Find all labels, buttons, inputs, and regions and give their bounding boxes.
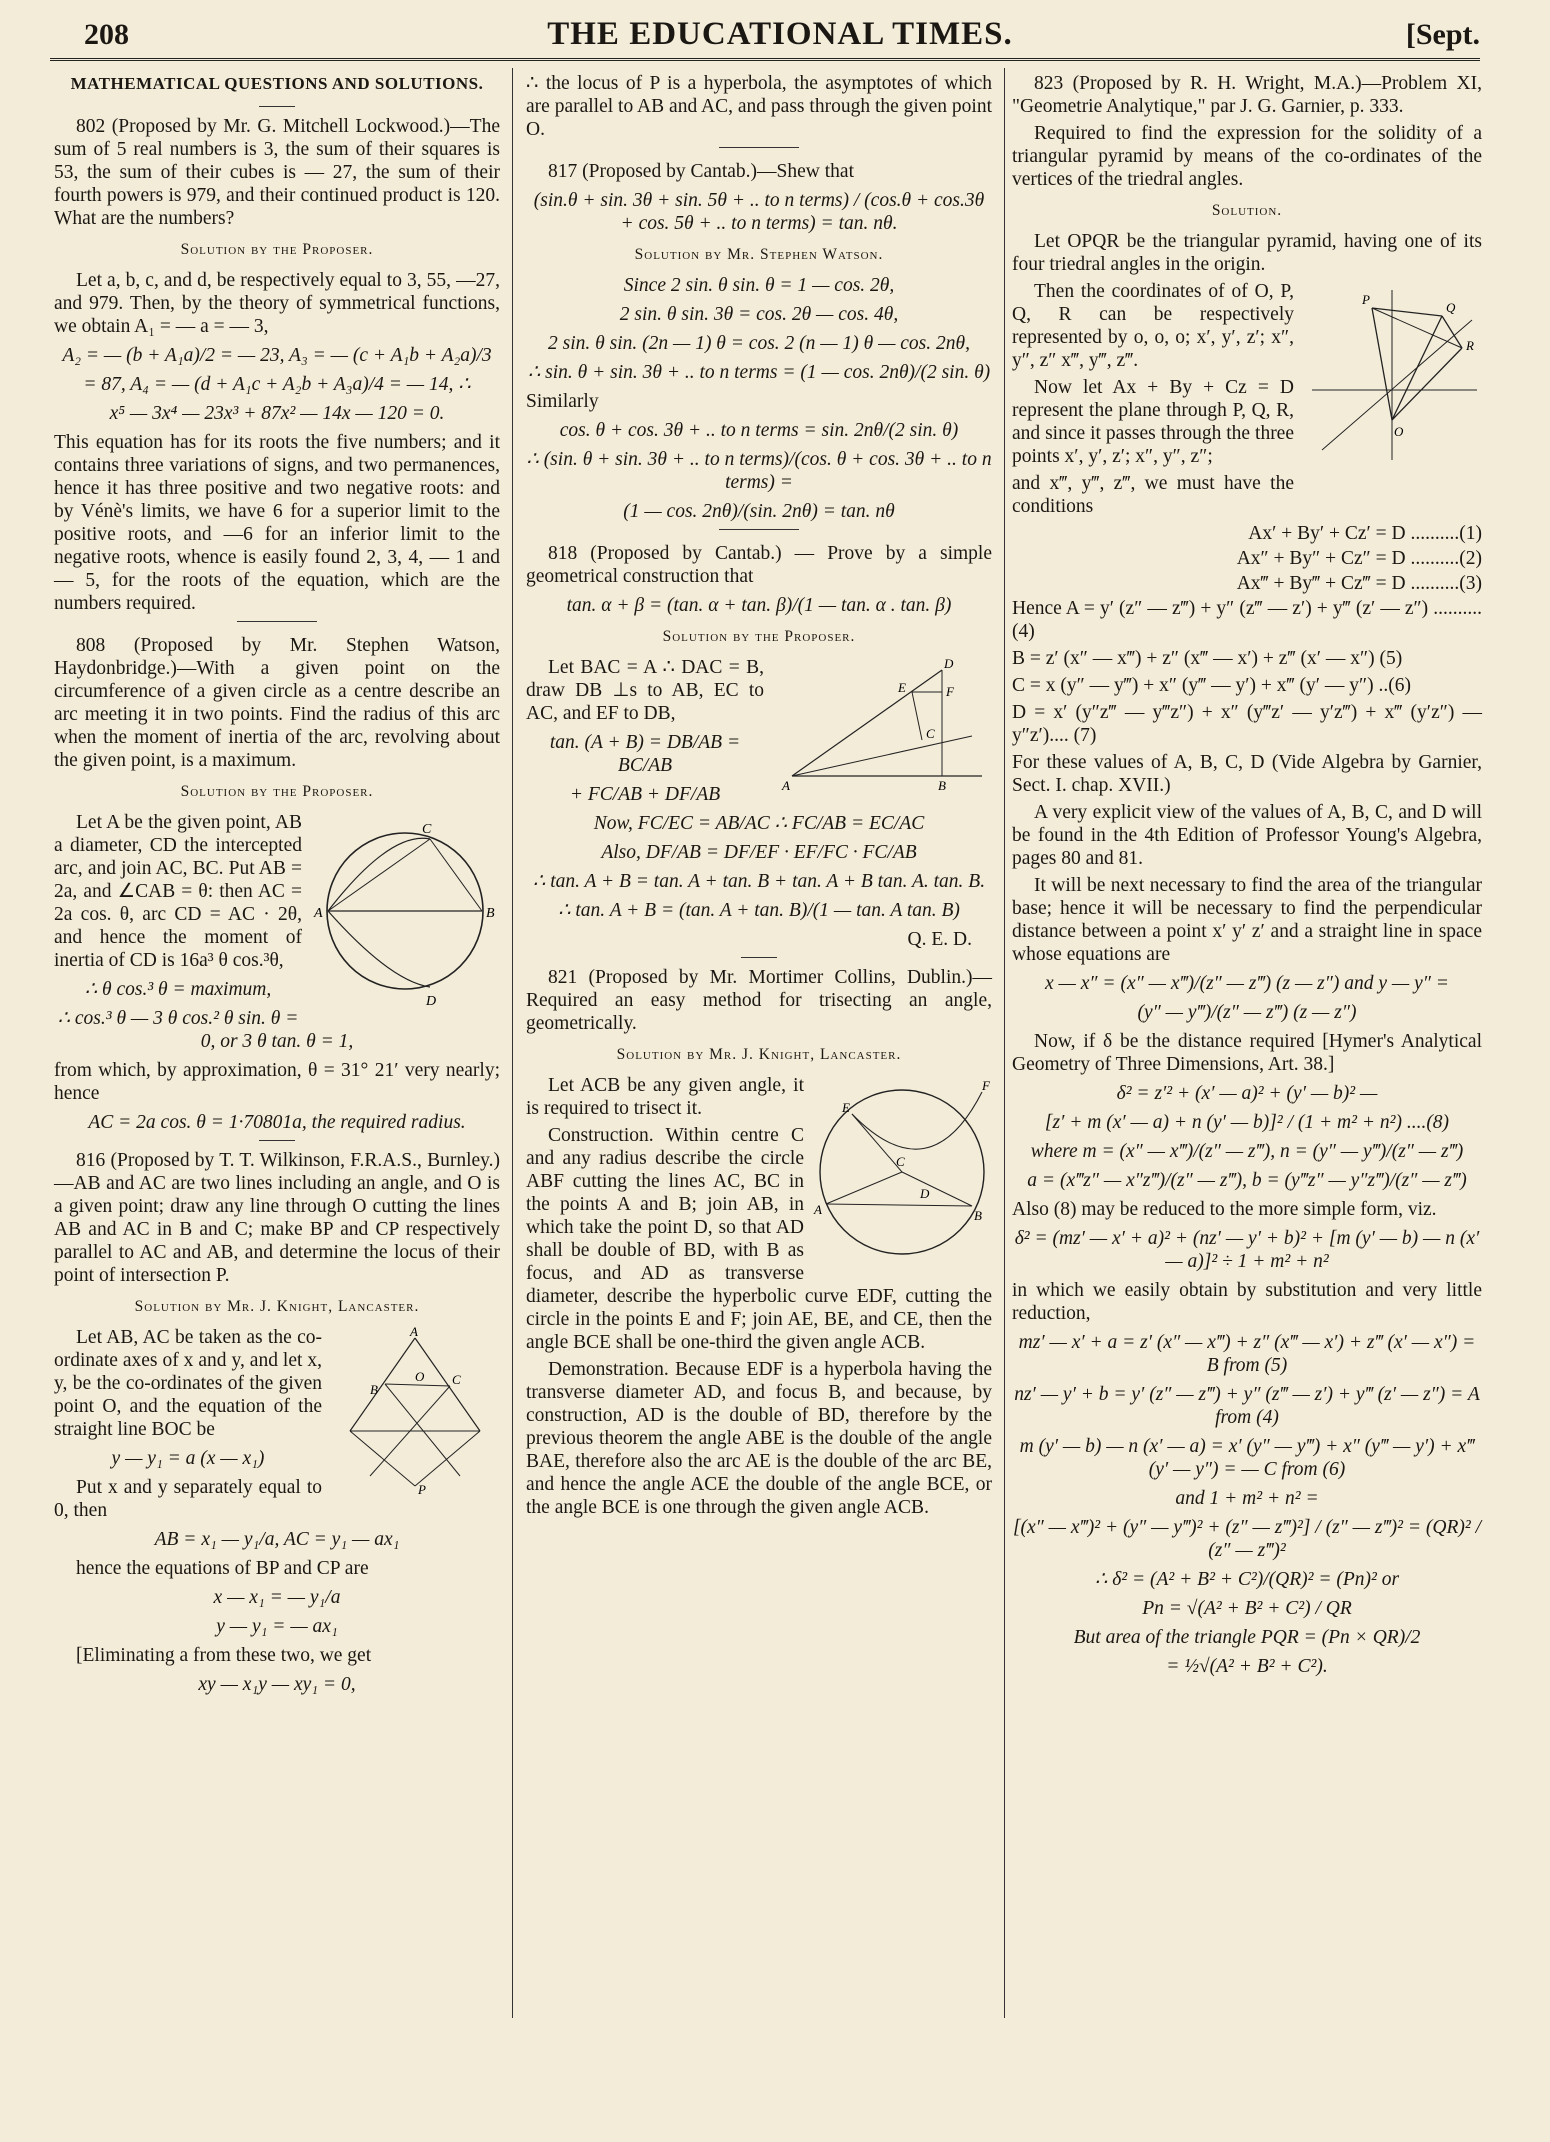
trisection-figure — [812, 1074, 992, 1264]
equation: AB = x₁ — y₁/a, AC = y₁ — ax₁ — [154, 1529, 400, 1550]
question-808: 808 (Proposed by Mr. Stephen Watson, Haydonbridge.)—With a given point on the circumference of a given circle as a centre describe an arc meeting it in two points. Find the radius of this arc when the moment of inertia of the arc, revolving about the given point, is a maximum. — [54, 635, 500, 771]
equation: δ² = z′² + (x′ — a)² + (y′ — b)² — — [1116, 1083, 1378, 1104]
equation: 2 sin. θ sin. 3θ = cos. 2θ — cos. 4θ, — [619, 304, 899, 325]
figure-label: B — [370, 1382, 378, 1397]
qed: Q. E. D. — [907, 929, 972, 950]
equation: 2 sin. θ sin. (2n — 1) θ = cos. 2 (n — 1) θ — cos. 2nθ, — [548, 333, 970, 354]
paragraph: Let ACB be any given angle, it is required to trisect it. — [526, 1075, 804, 1119]
figure-label: B — [974, 1208, 982, 1223]
figure-label: O — [1394, 424, 1404, 439]
equation: and 1 + m² + n² = — [1175, 1488, 1319, 1509]
paragraph: This equation has for its roots the five numbers; and it contains three variations of signs, and two permanences, hence it has three positive and two negative roots: and by Vénè's limits, we have 6 for a superior limit to the positive roots, and —6 for an inferior limit to the negative roots, whence is easily found 2, 3, 4, — 1 and — 5, for the roots of the equation, which are the numbers required. — [54, 432, 500, 614]
figure-label: C — [452, 1372, 461, 1387]
question-817: 817 (Proposed by Cantab.)—Shew that — [548, 161, 855, 182]
paragraph: Construction. Within centre C and any radius describe the circle ABF cutting the lines AC, BC in the points A and B; join AB, in which take the point D, so that AD shall be double of BD, with B as focus, and AD as transverse diameter, describe the hyperbolic curve EDF, cutting the circle in the points E and F; join AE, BE, and CE, then the angle BCE shall be one-third the given angle ACB. — [526, 1125, 992, 1353]
solution-heading: Solution by the Proposer. — [662, 628, 856, 645]
column-divider-1 — [512, 68, 513, 2018]
equation: tan. (A + B) = DB/AB = BC/AB — [549, 732, 741, 776]
equation: Ax‴ + By‴ + Cz‴ = D ..........(3) — [1236, 573, 1482, 594]
figure-label: A — [782, 778, 790, 793]
equation: nz′ — y′ + b = y′ (z″ — z‴) + y″ (z‴ — z′) + y‴ (z′ — z″) = A from (4) — [1014, 1384, 1480, 1428]
equation: AC = 2a cos. θ = 1·70801a, the required radius. — [88, 1112, 466, 1133]
question-821: 821 (Proposed by Mr. Mortimer Collins, Dublin.)—Required an easy method for trisecting an angle, geometrically. — [526, 967, 992, 1034]
column-2 — [526, 72, 992, 1523]
paragraph: Now let Ax + By + Cz = D represent the plane through P, Q, R, and since it passes through the three points x′, y′, z′; x″, y″, z″; — [1012, 377, 1294, 467]
divider — [741, 957, 777, 958]
equation: Ax′ + By′ + Cz′ = D ..........(1) — [1248, 523, 1482, 544]
figure-label: O — [415, 1369, 425, 1384]
figure-label: E — [842, 1100, 850, 1115]
equation: x — x₁ = — y₁/a — [213, 1587, 341, 1608]
figure-label: Q — [1446, 300, 1456, 315]
equation: m (y′ — b) — n (x′ — a) = x′ (y″ — y‴) + x″ (y‴ — y′) + x‴ (y′ — y″) = — C from (6) — [1019, 1436, 1475, 1480]
section-title: MATHEMATICAL QUESTIONS AND SOLUTIONS. — [70, 74, 484, 93]
divider — [237, 621, 317, 622]
paragraph: Required to find the expression for the solidity of a triangular pyramid by means of the co-ordinates of the vertices of the triedral angles. — [1012, 123, 1482, 190]
paragraph: hence the equations of BP and CP are — [76, 1558, 369, 1579]
equation: [(x″ — x‴)² + (y″ — y‴)² + (z″ — z‴)²] / (z″ — z‴)² = (QR)² / (z″ — z‴)² — [1012, 1517, 1482, 1561]
paragraph: Let BAC = A ∴ DAC = B, draw DB ⊥s to AB, EC to AC, and EF to DB, — [526, 657, 764, 724]
equation: mz′ — x′ + a = z′ (x″ — x‴) + z″ (x‴ — x′) + z‴ (x′ — x″) = B from (5) — [1018, 1332, 1476, 1376]
figure-label: A — [314, 906, 323, 921]
question-818: 818 (Proposed by Cantab.) — Prove by a simple geometrical construction that — [526, 543, 992, 587]
figure-label: B — [938, 778, 946, 793]
page-number: 208 — [84, 18, 129, 51]
paragraph: Let A be the given point, AB a diameter, CD the intercepted arc, and join AC, BC. Put AB = 2a, and ∠CAB = θ: then AC = 2a cos. θ, arc CD = AC · 2θ, and hence the moment of inertia of CD is 16a³ θ cos.³θ, — [54, 812, 302, 971]
equation: y — y₁ = a (x — x₁) — [111, 1448, 265, 1469]
equation: a = (x‴z″ — x″z‴)/(z″ — z‴), b = (y‴z″ — y″z‴)/(z″ — z‴) — [1027, 1170, 1467, 1191]
divider — [719, 147, 799, 148]
paragraph: Demonstration. Because EDF is a hyperbola having the transverse diameter AD, and focus B, and because, by construction, AD is the double of BD, therefore by the previous theorem the angle ABE is the double of the angle BAE, therefore also the arc AE is the double of the arc BE, and hence the angle ACE the double of the angle BCE, or the angle BCE is one through the given angle ACB. — [526, 1359, 992, 1518]
paragraph: [Eliminating a from these two, we get — [76, 1645, 372, 1666]
equation: δ² = (mz′ — x′ + a)² + (nz′ — y′ + b)² + [m (y′ — b) — n (x′ — a)]² ÷ 1 + m² + n² — [1014, 1228, 1480, 1272]
column-3 — [1012, 72, 1482, 1684]
figure-label: A — [410, 1326, 418, 1339]
divider — [719, 529, 799, 530]
solution-heading: Solution by Mr. J. Knight, Lancaster. — [616, 1046, 902, 1063]
divider — [259, 1140, 295, 1141]
solution-heading: Solution. — [1211, 202, 1283, 219]
equation: ∴ θ cos.³ θ = maximum, — [84, 979, 272, 1000]
equation: ∴ (sin. θ + sin. 3θ + .. to n terms)/(cos. θ + cos. 3θ + .. to n terms) = — [526, 449, 992, 493]
question-823: 823 (Proposed by R. H. Wright, M.A.)—Problem XI, "Geometrie Analytique," par J. G. Garnier, p. 333. — [1012, 73, 1482, 117]
paragraph: A very explicit view of the values of A, B, C, and D will be found in the 4th Edition of Professor Young's Algebra, pages 80 and 81. — [1012, 802, 1482, 869]
equation: Also, DF/AB = DF/EF · EF/FC · FC/AB — [601, 842, 917, 863]
equation: xy — x₁y — xy₁ = 0, — [198, 1674, 356, 1695]
paragraph: Similarly — [526, 391, 599, 412]
figure-label: C — [422, 822, 432, 837]
solution-heading: Solution by Mr. Stephen Watson. — [634, 246, 884, 263]
equation: Ax″ + By″ + Cz″ = D ..........(2) — [1236, 548, 1482, 569]
equation: = 87, A₄ = — (d + A₁c + A₂b + A₃a)/4 = — 14, ∴ — [83, 374, 471, 395]
paragraph: Then the coordinates of of O, P, Q, R can be respectively represented by o, o, o; x′, y′, z′; x″, y″, z″ x‴, y‴, z‴. — [1012, 281, 1294, 371]
equation: y — y₁ = — ax₁ — [216, 1616, 338, 1637]
equation: cos. θ + cos. 3θ + .. to n terms = sin. 2nθ/(2 sin. θ) — [559, 420, 959, 441]
figure-label: P — [1362, 292, 1370, 307]
equation: (1 — cos. 2nθ)/(sin. 2nθ) = tan. nθ — [623, 501, 895, 522]
solution-heading: Solution by the Proposer. — [180, 241, 374, 258]
figure-label: P — [418, 1482, 426, 1496]
equation: (y″ — y‴)/(z″ — z‴) (z — z″) — [1137, 1002, 1357, 1023]
issue-month: [Sept. — [1405, 18, 1480, 51]
equation: Now, FC/EC = AB/AC ∴ FC/AB = EC/AC — [593, 813, 925, 834]
equation: C = x (y″ — y‴) + x″ (y‴ — y′) + x‴ (y′ — y″) ..(6) — [1012, 675, 1411, 696]
equation: [z′ + m (x′ — a) + n (y′ — b)]² / (1 + m² + n²) ....(8) — [1044, 1112, 1450, 1133]
equation: Since 2 sin. θ sin. θ = 1 — cos. 2θ, — [623, 275, 895, 296]
paragraph: Let OPQR be the triangular pyramid, having one of its four triedral angles in the origin. — [1012, 231, 1482, 275]
paragraph: in which we easily obtain by substitution and very little reduction, — [1012, 1280, 1482, 1324]
equation: B = z′ (x″ — x‴) + z″ (x‴ — x′) + z‴ (x′ — x″) (5) — [1012, 648, 1403, 669]
divider — [259, 106, 295, 107]
page-header — [80, 14, 1480, 56]
equation: ∴ tan. A + B = (tan. A + tan. B)/(1 — tan. A tan. B) — [558, 900, 960, 921]
paragraph: ∴ the locus of P is a hyperbola, the asymptotes of which are parallel to AB and AC, and pass through the given point O. — [526, 73, 992, 140]
equation: x⁵ — 3x⁴ — 23x³ + 87x² — 14x — 120 = 0. — [109, 403, 445, 424]
pyramid-figure — [1302, 280, 1482, 470]
figure-label: C — [926, 726, 935, 741]
figure-label: A — [814, 1202, 822, 1217]
paragraph: Let AB, AC be taken as the co-ordinate axes of x and y, and let x, y, be the co-ordinates of the given point O, and the equation of the straight line BOC be — [54, 1327, 322, 1440]
paragraph: Also (8) may be reduced to the more simple form, viz. — [1012, 1199, 1437, 1220]
figure-label: F — [946, 684, 954, 699]
column-1 — [54, 72, 500, 1702]
equation: x — x″ = (x″ — x‴)/(z″ — z‴) (z — z″) and y — y″ = — [1045, 973, 1449, 994]
question-816: 816 (Proposed by T. T. Wilkinson, F.R.A.S., Burnley.)—AB and AC are two lines including an angle, and O is a given point; draw any line through O cutting the lines AB and AC in B and C; make BP and CP respectively parallel to AC and AB, and determine the locus of their point of intersection P. — [54, 1150, 500, 1286]
masthead-title: THE EDUCATIONAL TIMES. — [547, 16, 1013, 52]
figure-label: D — [944, 656, 954, 671]
solution-heading: Solution by Mr. J. Knight, Lancaster. — [134, 1298, 420, 1315]
solution-heading: Solution by the Proposer. — [180, 783, 374, 800]
equation: ∴ δ² = (A² + B² + C²)/(QR)² = (Pn)² or — [1094, 1569, 1400, 1590]
paragraph: from which, by approximation, θ = 31° 21′ very nearly; hence — [54, 1060, 500, 1104]
figure-label: R — [1466, 338, 1474, 353]
equation: = ½√(A² + B² + C²). — [1166, 1656, 1328, 1677]
equation: ∴ sin. θ + sin. 3θ + .. to n terms = (1 — cos. 2nθ)/(2 sin. θ) — [527, 362, 991, 383]
equation: A₂ = — (b + A₁a)/2 = — 23, A₃ = — (c + A₁b + A₂a)/3 — [62, 345, 492, 366]
equation: tan. α + β = (tan. α + tan. β)/(1 — tan. α . tan. β) — [566, 595, 952, 616]
paragraph: It will be next necessary to find the area of the triangular base; hence it will be necessary to find the perpendicular distance between a point x′ y′ z′ and a straight line in space whose equations are — [1012, 875, 1482, 965]
circle-arc-figure — [310, 811, 500, 1011]
equation: (sin.θ + sin. 3θ + sin. 5θ + .. to n terms) / (cos.θ + cos.3θ + cos. 5θ + .. to n terms) = tan. nθ. — [533, 190, 985, 234]
header-rule — [50, 58, 1480, 61]
figure-label: B — [486, 906, 495, 921]
figure-label: C — [896, 1154, 905, 1169]
figure-label: D — [426, 994, 437, 1009]
paragraph: Let a, b, c, and d, be respectively equal to 3, 55, —27, and 979. Then, by the theory of symmetrical functions, we obtain A₁ = — a = — 3, — [54, 270, 500, 337]
question-802: 802 (Proposed by Mr. G. Mitchell Lockwood.)—The sum of 5 real numbers is 3, the sum of their squares is 53, the sum of their cubes is — 27, the sum of their fourth powers is 979, and their continued product is 120. What are the numbers? — [54, 116, 500, 229]
paragraph: Now, if δ be the distance required [Hymer's Analytical Geometry of Three Dimensions, Art. 38.] — [1012, 1031, 1482, 1075]
figure-label: D — [920, 1186, 930, 1201]
equation: But area of the triangle PQR = (Pn × QR)/2 — [1073, 1627, 1421, 1648]
equation: Pn = √(A² + B² + C²) / QR — [1142, 1598, 1352, 1619]
paragraph: For these values of A, B, C, D (Vide Algebra by Garnier, Sect. I. chap. XVII.) — [1012, 752, 1482, 796]
column-divider-2 — [1004, 68, 1005, 2018]
equation: + FC/AB + DF/AB — [569, 784, 721, 805]
equation: where m = (x″ — x‴)/(z″ — z‴), n = (y″ — y‴)/(z″ — z‴) — [1030, 1141, 1464, 1162]
paragraph: and x‴, y‴, z‴, we must have the conditions — [1012, 473, 1294, 517]
equation: Hence A = y′ (z″ — z‴) + y″ (z‴ — z′) + y‴ (z′ — z″) ..........(4) — [1012, 598, 1482, 642]
equation: ∴ cos.³ θ — 3 θ cos.² θ sin. θ = 0, or 3 θ tan. θ = 1, — [57, 1008, 354, 1052]
equation: D = x′ (y″z‴ — y‴z″) + x″ (y‴z′ — y′z‴) + x‴ (y′z″) — y″z′).... (7) — [1012, 702, 1482, 746]
triangle-locus-figure — [330, 1326, 500, 1496]
figure-label: F — [982, 1078, 990, 1093]
figure-label: E — [898, 680, 906, 695]
paragraph: Put x and y separately equal to 0, then — [54, 1477, 322, 1521]
equation: ∴ tan. A + B = tan. A + tan. B + tan. A + B tan. A. tan. B. — [532, 871, 986, 892]
tangent-sum-figure — [772, 656, 992, 796]
